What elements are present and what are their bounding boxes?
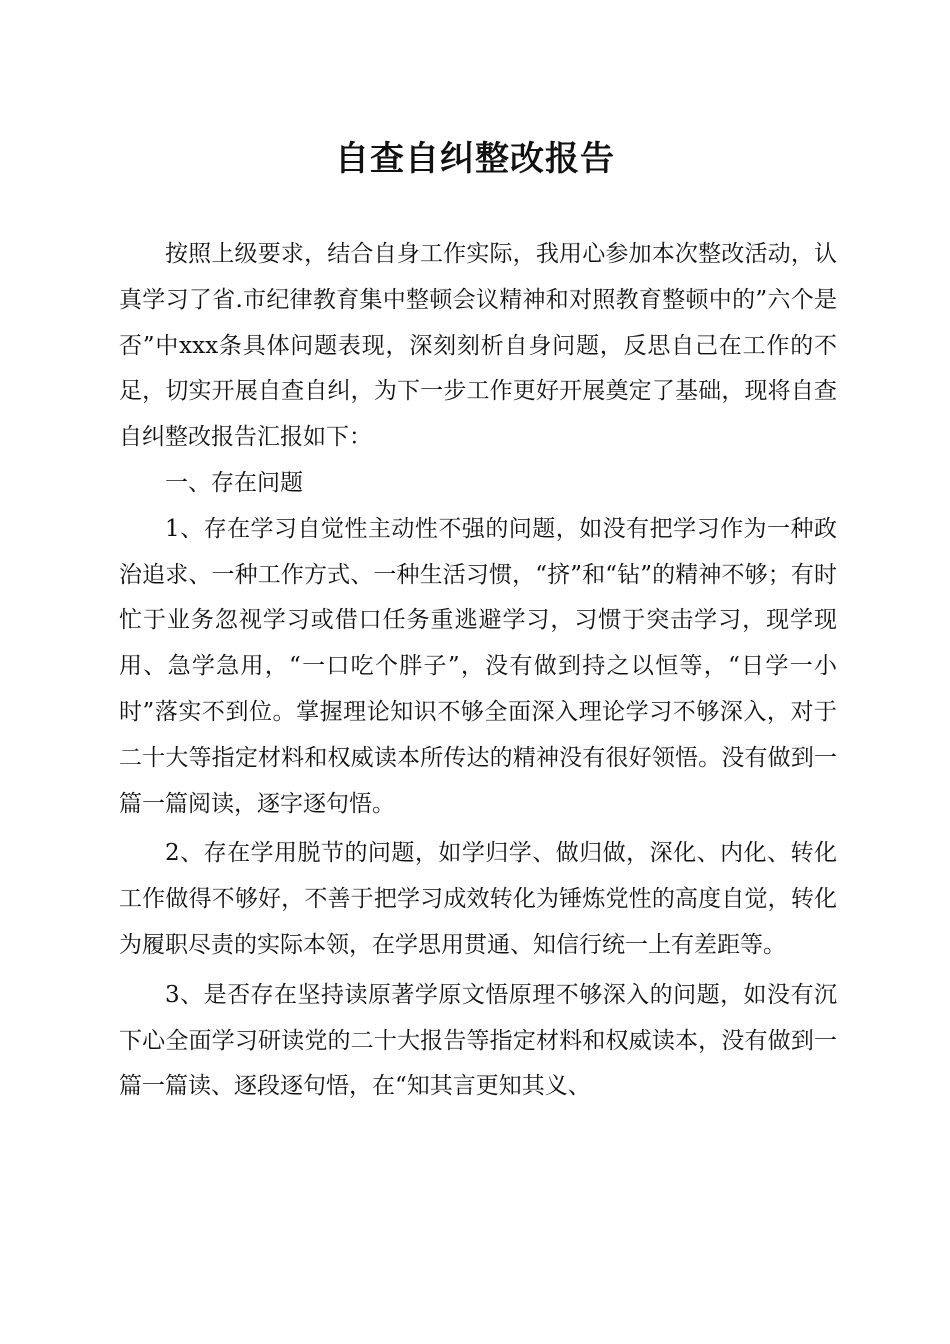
problem-item-3: 3、是否存在坚持读原著学原文悟原理不够深入的问题，如没有沉下心全面学习研读党的二十大报告等指定材料和权威读本，没有做到一篇一篇读、逐段逐句悟，在“知其言更知其义、 bbox=[119, 981, 837, 1100]
intro-paragraph: 按照上级要求，结合自身工作实际，我用心参加本次整改活动，认真学习了省.市纪律教育集中整顿会议精神和对照教育整顿中的”六个是否”中xxx条具体问题表现，深刻刻析自身问题，反思自己在工作的不足，切实开展自查自纠，为下一步工作更好开展奠定了基础，现将自查自纠整改报告汇报如下： bbox=[119, 241, 837, 451]
problem-item-1: 1、存在学习自觉性主动性不强的问题，如没有把学习作为一种政治追求、一种工作方式、一种生活习惯，“挤”和“钻”的精神不够；有时忙于业务忽视学习或借口任务重逃避学习，习惯于突击学习，现学现用、急学急用，“一口吃个胖子”，没有做到持之以恒等，“日学一小时”落实不到位。掌握理论知识不够全面深入理论学习不够深入，对于二十大等指定材料和权威读本所传达的精神没有很好领悟。没有做到一篇一篇阅读，逐字逐句悟。 bbox=[119, 515, 837, 817]
document-title: 自查自纠整改报告 bbox=[335, 139, 615, 179]
document-body bbox=[119, 232, 837, 1110]
problem-item-2: 2、存在学用脱节的问题，如学归学、做归做，深化、内化、转化工作做得不够好，不善于把学习成效转化为锤炼党性的高度自觉，转化为履职尽责的实际本领，在学思用贯通、知信行统一上有差距等。 bbox=[119, 840, 837, 958]
section-heading-problems: 一、存在问题 bbox=[165, 469, 303, 496]
